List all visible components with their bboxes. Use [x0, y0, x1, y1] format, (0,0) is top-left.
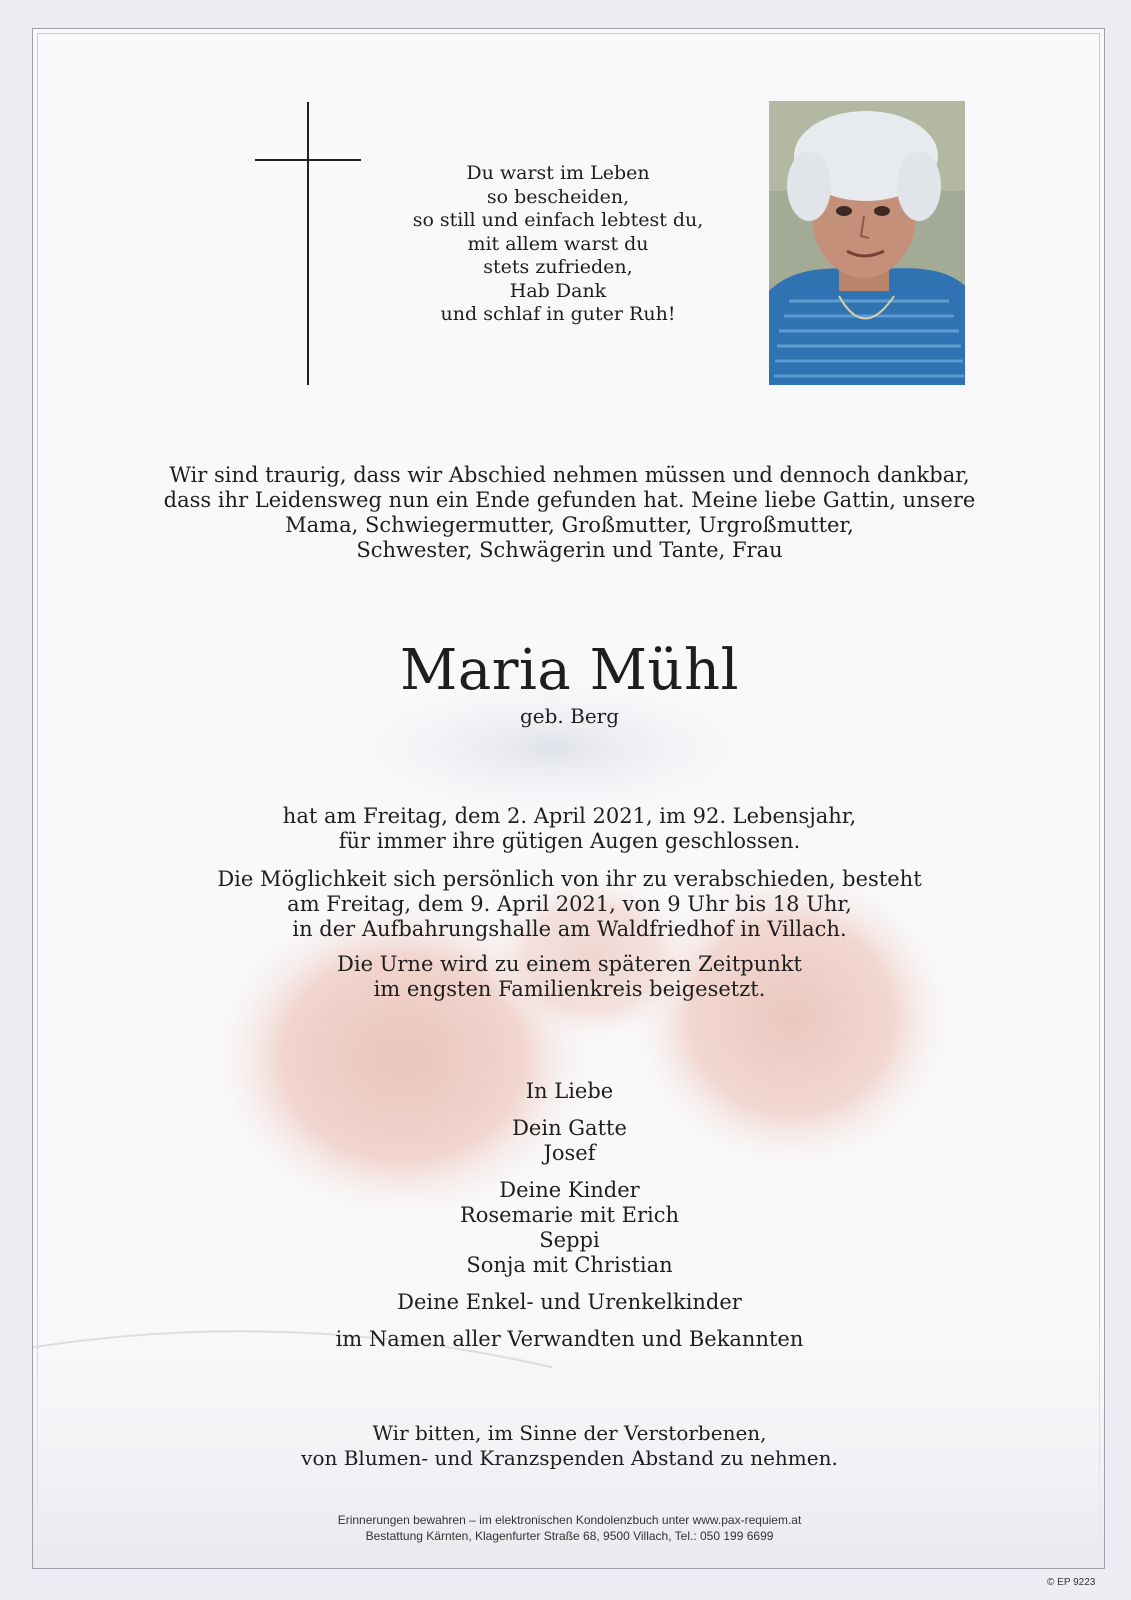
poem-line: mit allem warst du — [467, 232, 649, 255]
donation-request — [33, 1421, 1105, 1470]
intro-text — [33, 463, 1105, 563]
viewing-line: am Freitag, dem 9. April 2021, von 9 Uhr bis 18 Uhr, — [287, 892, 852, 916]
child-name: Sonja mit Christian — [466, 1253, 673, 1277]
urn-info — [33, 952, 1105, 1002]
footer-line: Erinnerungen bewahren – im elektronischen Kondolenzbuch unter www.pax-requiem.at — [337, 1513, 802, 1527]
poem-line: Du warst im Leben — [466, 162, 650, 184]
viewing-line: Die Möglichkeit sich persönlich von ihr zu verabschieden, besteht — [217, 867, 922, 891]
urn-line: Die Urne wird zu einem späteren Zeitpunkt — [337, 952, 802, 976]
spouse-name: Josef — [543, 1141, 596, 1165]
in-love-text: In Liebe — [525, 1079, 614, 1103]
grandchildren-text: Deine Enkel- und Urenkelkinder — [397, 1290, 742, 1314]
cross-symbol-vertical — [307, 102, 309, 385]
print-code: © EP 9223 — [1047, 1577, 1096, 1588]
portrait-drawing — [769, 101, 965, 385]
footer-line: Bestattung Kärnten, Klagenfurter Straße 68, 9500 Villach, Tel.: 050 199 6699 — [365, 1529, 774, 1543]
child-name: Rosemarie mit Erich — [459, 1203, 680, 1227]
children-label: Deine Kinder — [499, 1178, 640, 1202]
memorial-poem — [363, 162, 753, 327]
obituary-sheet — [32, 28, 1105, 1569]
request-line: Wir bitten, im Sinne der Verstorbenen, — [372, 1421, 767, 1445]
intro-line: Schwester, Schwägerin und Tante, Frau — [356, 538, 783, 562]
death-notice — [33, 804, 1105, 854]
request-line: von Blumen- und Kranzspenden Abstand zu nehmen. — [301, 1445, 838, 1470]
death-line: für immer ihre gütigen Augen geschlossen. — [338, 829, 801, 853]
child-name: Seppi — [539, 1228, 600, 1252]
cross-symbol-horizontal — [255, 159, 361, 161]
poem-line: und schlaf in guter Ruh! — [440, 303, 676, 325]
mourners-list — [33, 1079, 1105, 1352]
poem-line: so still und einfach lebtest du, — [412, 209, 704, 231]
intro-line: Mama, Schwiegermutter, Großmutter, Urgroßmutter, — [285, 513, 854, 537]
poem-line: so bescheiden, — [486, 185, 630, 208]
viewing-info — [33, 867, 1105, 942]
deceased-name: Maria Mühl — [400, 638, 739, 703]
viewing-line: in der Aufbahrungshalle am Waldfriedhof in Villach. — [292, 917, 847, 941]
urn-line: im engsten Familienkreis beigesetzt. — [373, 977, 766, 1001]
death-line: hat am Freitag, dem 2. April 2021, im 92. Lebensjahr, — [282, 804, 857, 828]
intro-line: Wir sind traurig, dass wir Abschied nehmen müssen und dennoch dankbar, — [169, 463, 970, 487]
spouse-label: Dein Gatte — [512, 1116, 627, 1140]
maiden-name: geb. Berg — [519, 704, 620, 728]
intro-line: dass ihr Leidensweg nun ein Ende gefunden hat. Meine liebe Gattin, unsere — [163, 488, 976, 512]
poem-line: Hab Dank — [509, 279, 607, 302]
relatives-text: im Namen aller Verwandten und Bekannten — [335, 1327, 804, 1351]
poem-line: stets zufrieden, — [483, 256, 633, 278]
portrait-photo — [769, 101, 965, 385]
footer-info — [33, 1512, 1105, 1544]
